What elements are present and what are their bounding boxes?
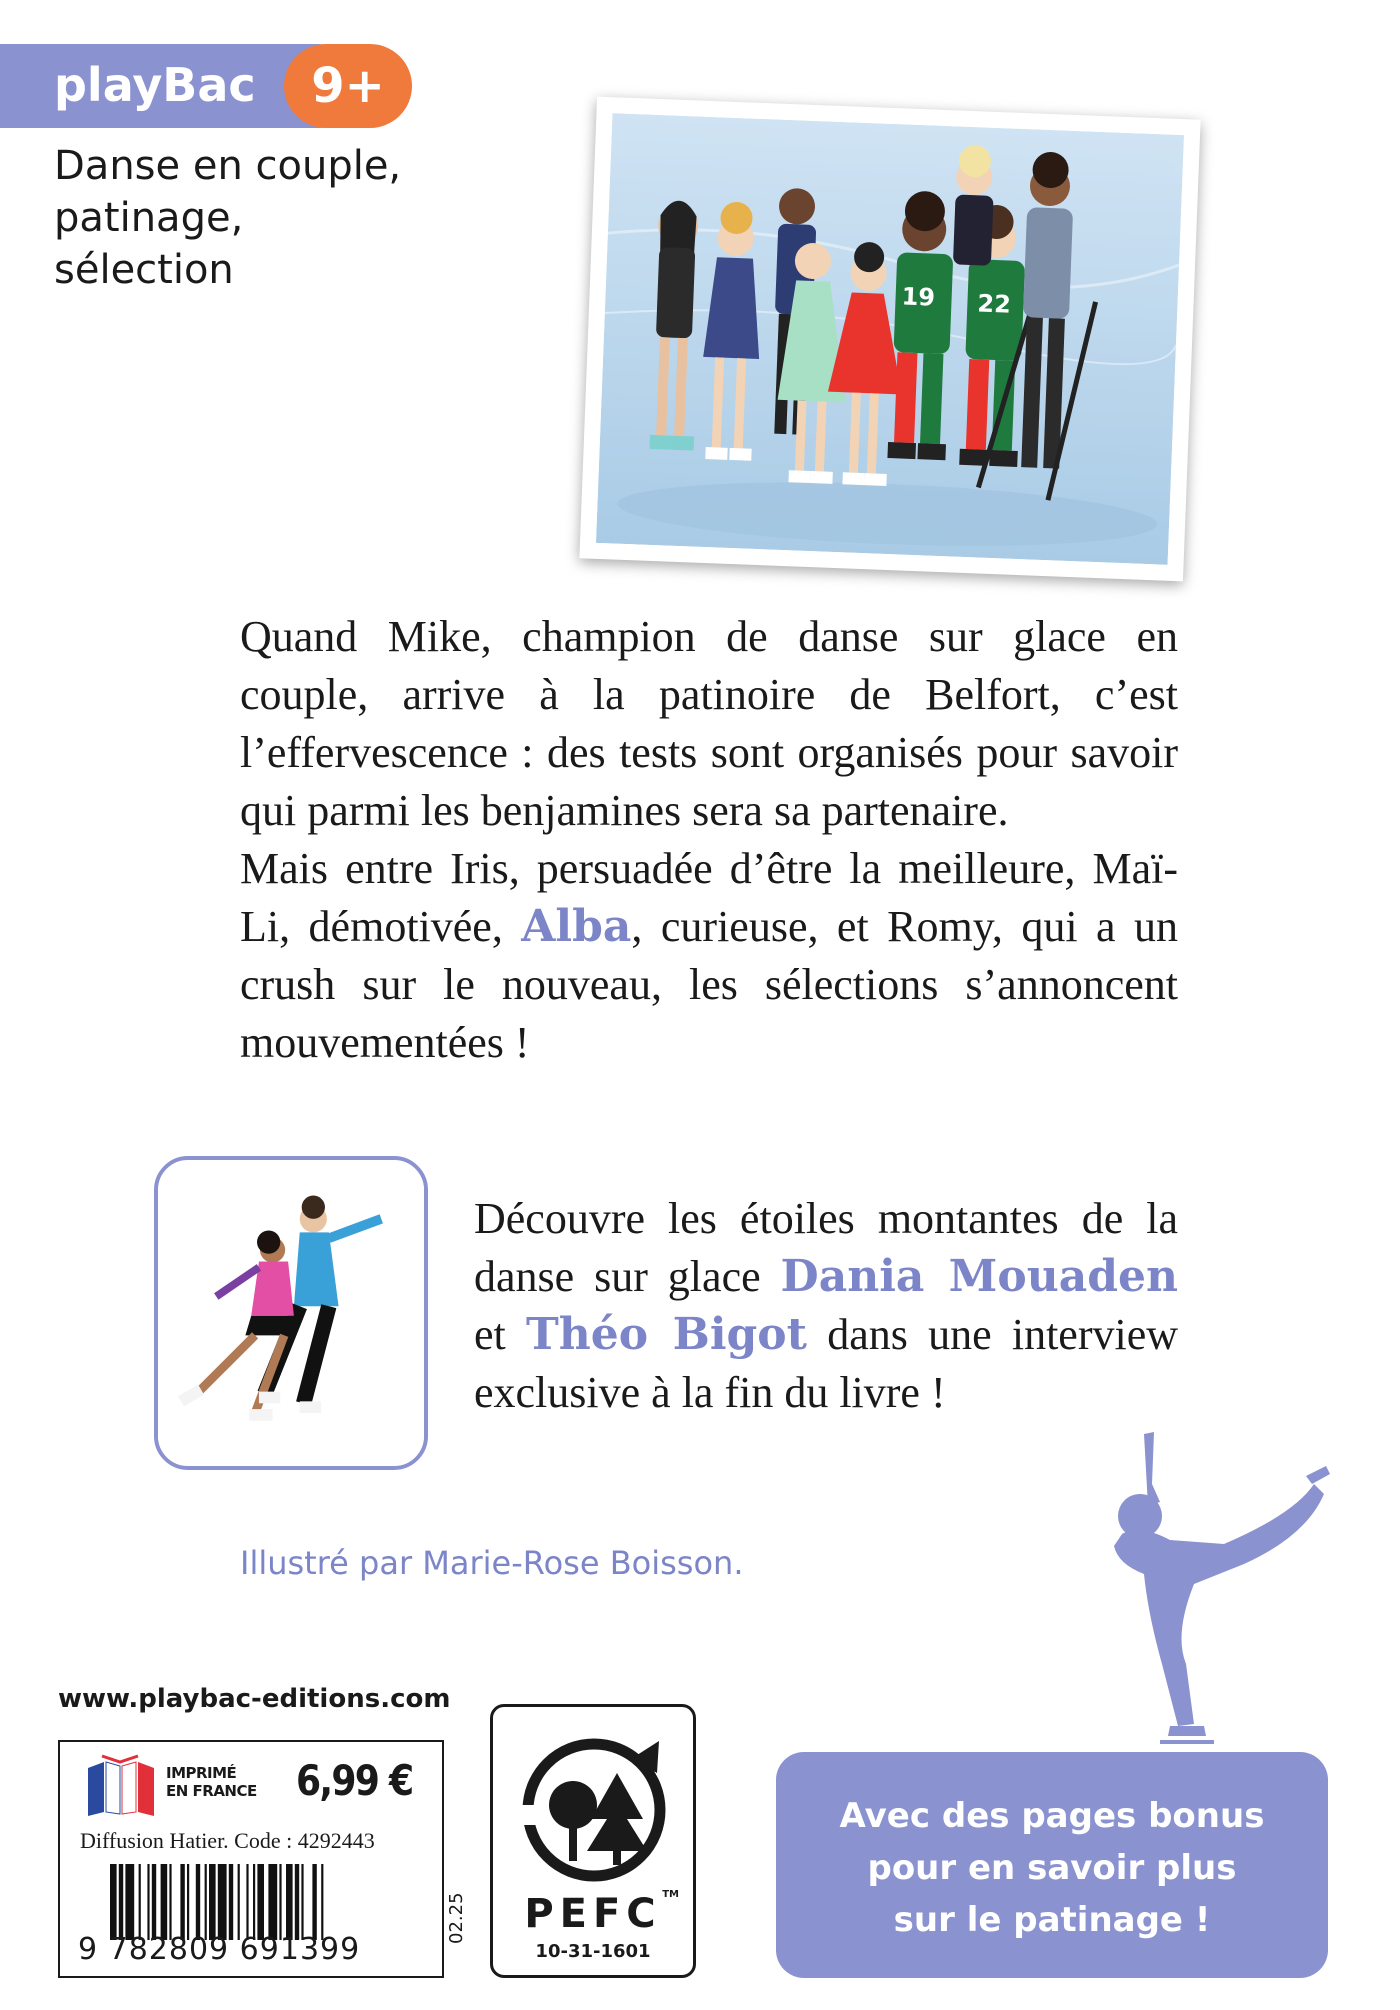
barcode-bar <box>187 1864 189 1940</box>
synopsis-text: , curieuse, et Romy, qui a un crush sur le nouveau, les sélections s’annoncent mouvementées ! <box>240 902 1178 1067</box>
synopsis-paragraph: Quand Mike, champion de danse sur glace en couple, arrive à la patinoire de Belfort, c’est l’effervescence : des tests sont organisés pour savoir qui parmi les benjamines sera sa partenaire. <box>240 612 1178 835</box>
jersey-number: 19 <box>901 282 936 312</box>
ice-dancers-photo <box>158 1160 424 1466</box>
pefc-certification <box>490 1704 696 1978</box>
barcode-bar <box>279 1864 281 1940</box>
barcode-bar <box>125 1864 134 1940</box>
barcode-bar <box>312 1864 316 1940</box>
synopsis-paragraph <box>240 840 1178 1072</box>
bonus-line: sur le patinage ! <box>893 1900 1211 1940</box>
imprime-en-france-label <box>166 1764 257 1800</box>
barcode-bar <box>169 1864 171 1940</box>
barcode-bar <box>147 1864 149 1940</box>
distribution-code: Diffusion Hatier. Code : 4292443 <box>80 1828 375 1853</box>
barcode-bar <box>246 1864 248 1940</box>
bonus-line: Avec des pages bonus <box>839 1796 1265 1836</box>
themes-list <box>54 140 454 296</box>
barcode-bar <box>180 1864 184 1940</box>
interview-text: et <box>474 1310 526 1359</box>
pefc-code: 10-31-1601 <box>535 1941 651 1962</box>
skater-figure <box>953 144 996 265</box>
barcode-bar <box>205 1864 207 1940</box>
pefc-trademark: TM <box>662 1889 679 1900</box>
print-date-code: 02.25 <box>446 1892 467 1944</box>
barcode-bar <box>268 1864 277 1940</box>
character-name-highlight: Alba <box>521 901 632 952</box>
pefc-label: PEFC <box>524 1891 662 1937</box>
barcode-bar <box>139 1864 141 1940</box>
price-label: 6,99 € <box>295 1756 412 1805</box>
skater-silhouette-icon <box>1074 1424 1330 1754</box>
imprime-line: IMPRIMÉ <box>166 1764 237 1782</box>
barcode-bar <box>152 1864 156 1940</box>
theme-item: sélection <box>54 247 234 293</box>
barcode-bar <box>257 1864 264 1940</box>
french-flag-book-icon <box>82 1754 158 1818</box>
bonus-pages-box <box>776 1752 1328 1978</box>
barcode-bar <box>218 1864 227 1940</box>
price-barcode-box <box>58 1740 444 1978</box>
isbn-number: 9 782809 691399 <box>78 1932 361 1967</box>
theme-item: Danse en couple, <box>54 143 402 189</box>
cover-illustration-card <box>579 97 1200 582</box>
cover-illustration <box>596 113 1184 565</box>
barcode-bar <box>253 1864 255 1940</box>
barcode-bar <box>295 1864 299 1940</box>
barcode-bar <box>196 1864 200 1940</box>
brand-ribbon <box>0 44 410 128</box>
pefc-trees-icon <box>519 1735 669 1885</box>
barcode-bar <box>286 1864 293 1940</box>
barcode <box>110 1864 428 1940</box>
barcode-bar <box>229 1864 233 1940</box>
interview-text: Découvre les étoiles montantes de la danse sur glace <box>474 1194 1178 1301</box>
barcode-bar <box>301 1864 303 1940</box>
illustrator-credit: Illustré par Marie-Rose Boisson. <box>240 1544 744 1582</box>
publisher-website: www.playbac-editions.com <box>58 1684 451 1714</box>
age-badge: 9+ <box>284 44 412 128</box>
barcode-bar <box>209 1864 216 1940</box>
jersey-number: 22 <box>976 289 1012 319</box>
barcode-bar <box>161 1864 168 1940</box>
theme-item: patinage, <box>54 195 244 241</box>
synopsis <box>240 608 1178 1072</box>
barcode-bar <box>238 1864 240 1940</box>
barcode-bar <box>119 1864 123 1940</box>
synopsis-text: Mais entre Iris, persuadée d’être la meilleure, Maï-Li, démotivée, <box>240 844 1178 951</box>
barcode-bar <box>321 1864 323 1940</box>
athlete-name-highlight: Dania Mouaden <box>780 1251 1178 1302</box>
interview-teaser <box>474 1190 1178 1422</box>
barcode-bar <box>110 1864 117 1940</box>
bonus-line: pour en savoir plus <box>867 1848 1237 1888</box>
brand-logo-text: playBac <box>54 58 256 112</box>
imprime-line: EN FRANCE <box>166 1782 257 1800</box>
athlete-name-highlight: Théo Bigot <box>526 1309 807 1360</box>
interview-photo <box>154 1156 428 1470</box>
interview-text: dans une interview exclusive à la fin du livre ! <box>474 1310 1179 1417</box>
